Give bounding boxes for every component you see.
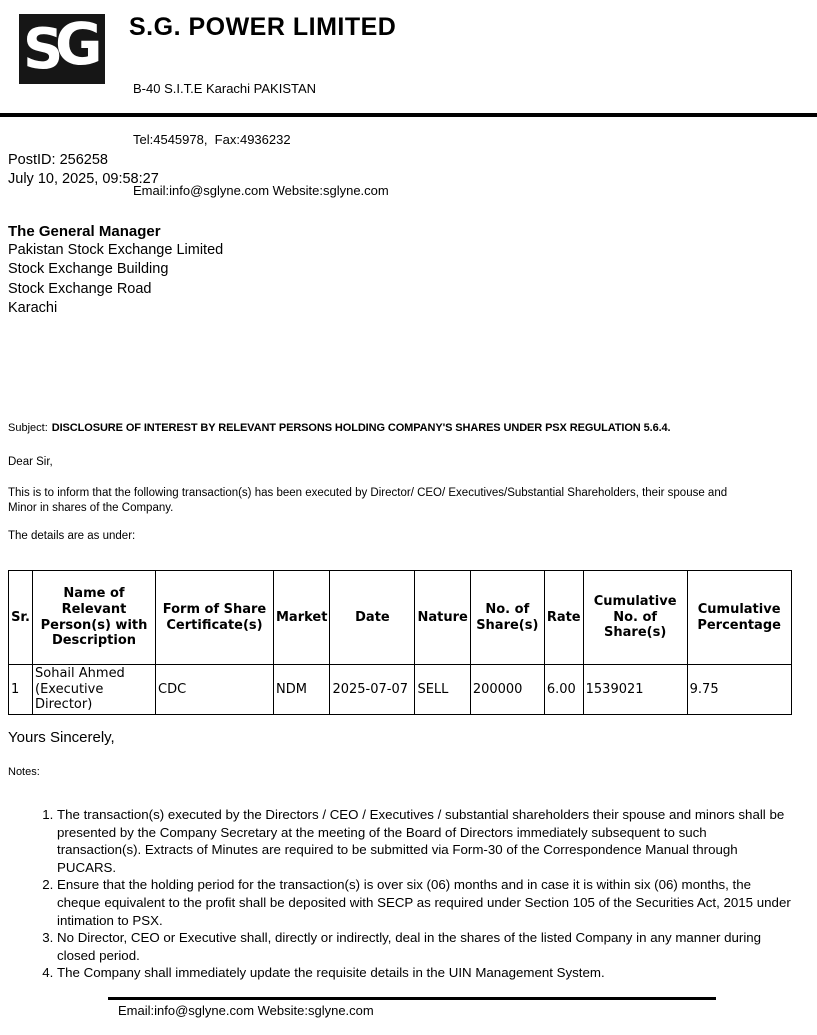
header-rule	[0, 113, 817, 117]
details-intro: The details are as under:	[8, 530, 136, 542]
recipient-line: Stock Exchange Building	[8, 261, 169, 278]
cell-form: CDC	[156, 665, 274, 715]
table-row	[9, 665, 792, 715]
recipient-block	[8, 222, 223, 318]
company-contact-block	[133, 46, 389, 233]
cell-cumulative-percentage: 9.75	[687, 665, 791, 715]
column-header-date: Date	[330, 571, 415, 665]
table-header-row	[9, 571, 792, 665]
logo-letter-g: G	[55, 14, 103, 78]
footer-rule	[108, 997, 716, 1000]
recipient-line: Karachi	[8, 299, 58, 316]
notes-list	[0, 806, 792, 982]
footer-email-web: Email:info@sglyne.com Website:sglyne.com	[118, 1003, 374, 1018]
column-header-no-of-shares: No. of Share(s)	[470, 571, 544, 665]
note-item: 1. The transaction(s) executed by the Directors / CEO / Executives / substantial shareholders their spouse and minors shall be presented by the Company Secretary at the meeting of the Board of Directors immediately subsequent to such transaction(s). Extracts of Minutes are required to be submitted via Form-30 of the Correspondence Manual through PUCARS.	[57, 806, 792, 876]
cell-name: Sohail Ahmed (Executive Director)	[33, 665, 156, 715]
subject-label: Subject:	[8, 422, 48, 434]
recipient-line: Stock Exchange Road	[8, 280, 152, 297]
cell-rate: 6.00	[544, 665, 583, 715]
post-id: PostID: 256258	[8, 152, 108, 168]
post-datetime: July 10, 2025, 09:58:27	[8, 171, 159, 187]
recipient-line: Pakistan Stock Exchange Limited	[8, 242, 224, 259]
notes-label: Notes:	[8, 766, 40, 778]
subject-text: DISCLOSURE OF INTEREST BY RELEVANT PERSONS HOLDING COMPANY'S SHARES UNDER PSX REGULATION 5.6.4.	[51, 422, 671, 434]
cell-sr: 1	[9, 665, 33, 715]
column-header-market: Market	[274, 571, 330, 665]
cell-date: 2025-07-07	[330, 665, 415, 715]
note-item: 3. No Director, CEO or Executive shall, directly or indirectly, deal in the shares of the listed Company in any manner during closed period.	[57, 929, 792, 964]
salutation: Dear Sir,	[8, 456, 53, 468]
note-item: 2. Ensure that the holding period for the transaction(s) is over six (06) months and in case it is within six (06) months, the cheque equivalent to the profit shall be deposited with SECP as required under Section 105 of the Securities Act, 2015 under intimation to PSX.	[57, 876, 792, 929]
subject-line	[8, 422, 671, 434]
logo-letter-s: S	[23, 17, 64, 82]
note-item: 4. The Company shall immediately update the requisite details in the UIN Management System.	[57, 964, 792, 982]
cell-cumulative-shares: 1539021	[583, 665, 687, 715]
column-header-cumulative-shares: Cumulative No. of Share(s)	[583, 571, 687, 665]
company-address: B-40 S.I.T.E Karachi PAKISTAN	[133, 81, 317, 96]
column-header-rate: Rate	[544, 571, 583, 665]
recipient-title: The General Manager	[8, 223, 161, 240]
column-header-sr: Sr.	[9, 571, 33, 665]
company-name: S.G. POWER LIMITED	[129, 13, 397, 41]
closing: Yours Sincerely,	[8, 729, 115, 746]
cell-no-of-shares: 200000	[470, 665, 544, 715]
company-phone-fax: Tel:4545978, Fax:4936232	[133, 132, 291, 147]
disclosure-table	[8, 570, 792, 715]
post-meta	[8, 151, 159, 189]
column-header-name: Name of Relevant Person(s) with Description	[33, 571, 156, 665]
cell-nature: SELL	[415, 665, 470, 715]
body-paragraph: This is to inform that the following transaction(s) has been executed by Director/ CEO/ Executives/Substantial Shareholders, their spouse and Minor in shares of the Company.	[8, 487, 728, 514]
company-email-web: Email:info@sglyne.com Website:sglyne.com	[133, 183, 389, 198]
column-header-cumulative-percentage: Cumulative Percentage	[687, 571, 791, 665]
company-logo	[19, 14, 105, 84]
cell-market: NDM	[274, 665, 330, 715]
column-header-nature: Nature	[415, 571, 470, 665]
column-header-form: Form of Share Certificate(s)	[156, 571, 274, 665]
